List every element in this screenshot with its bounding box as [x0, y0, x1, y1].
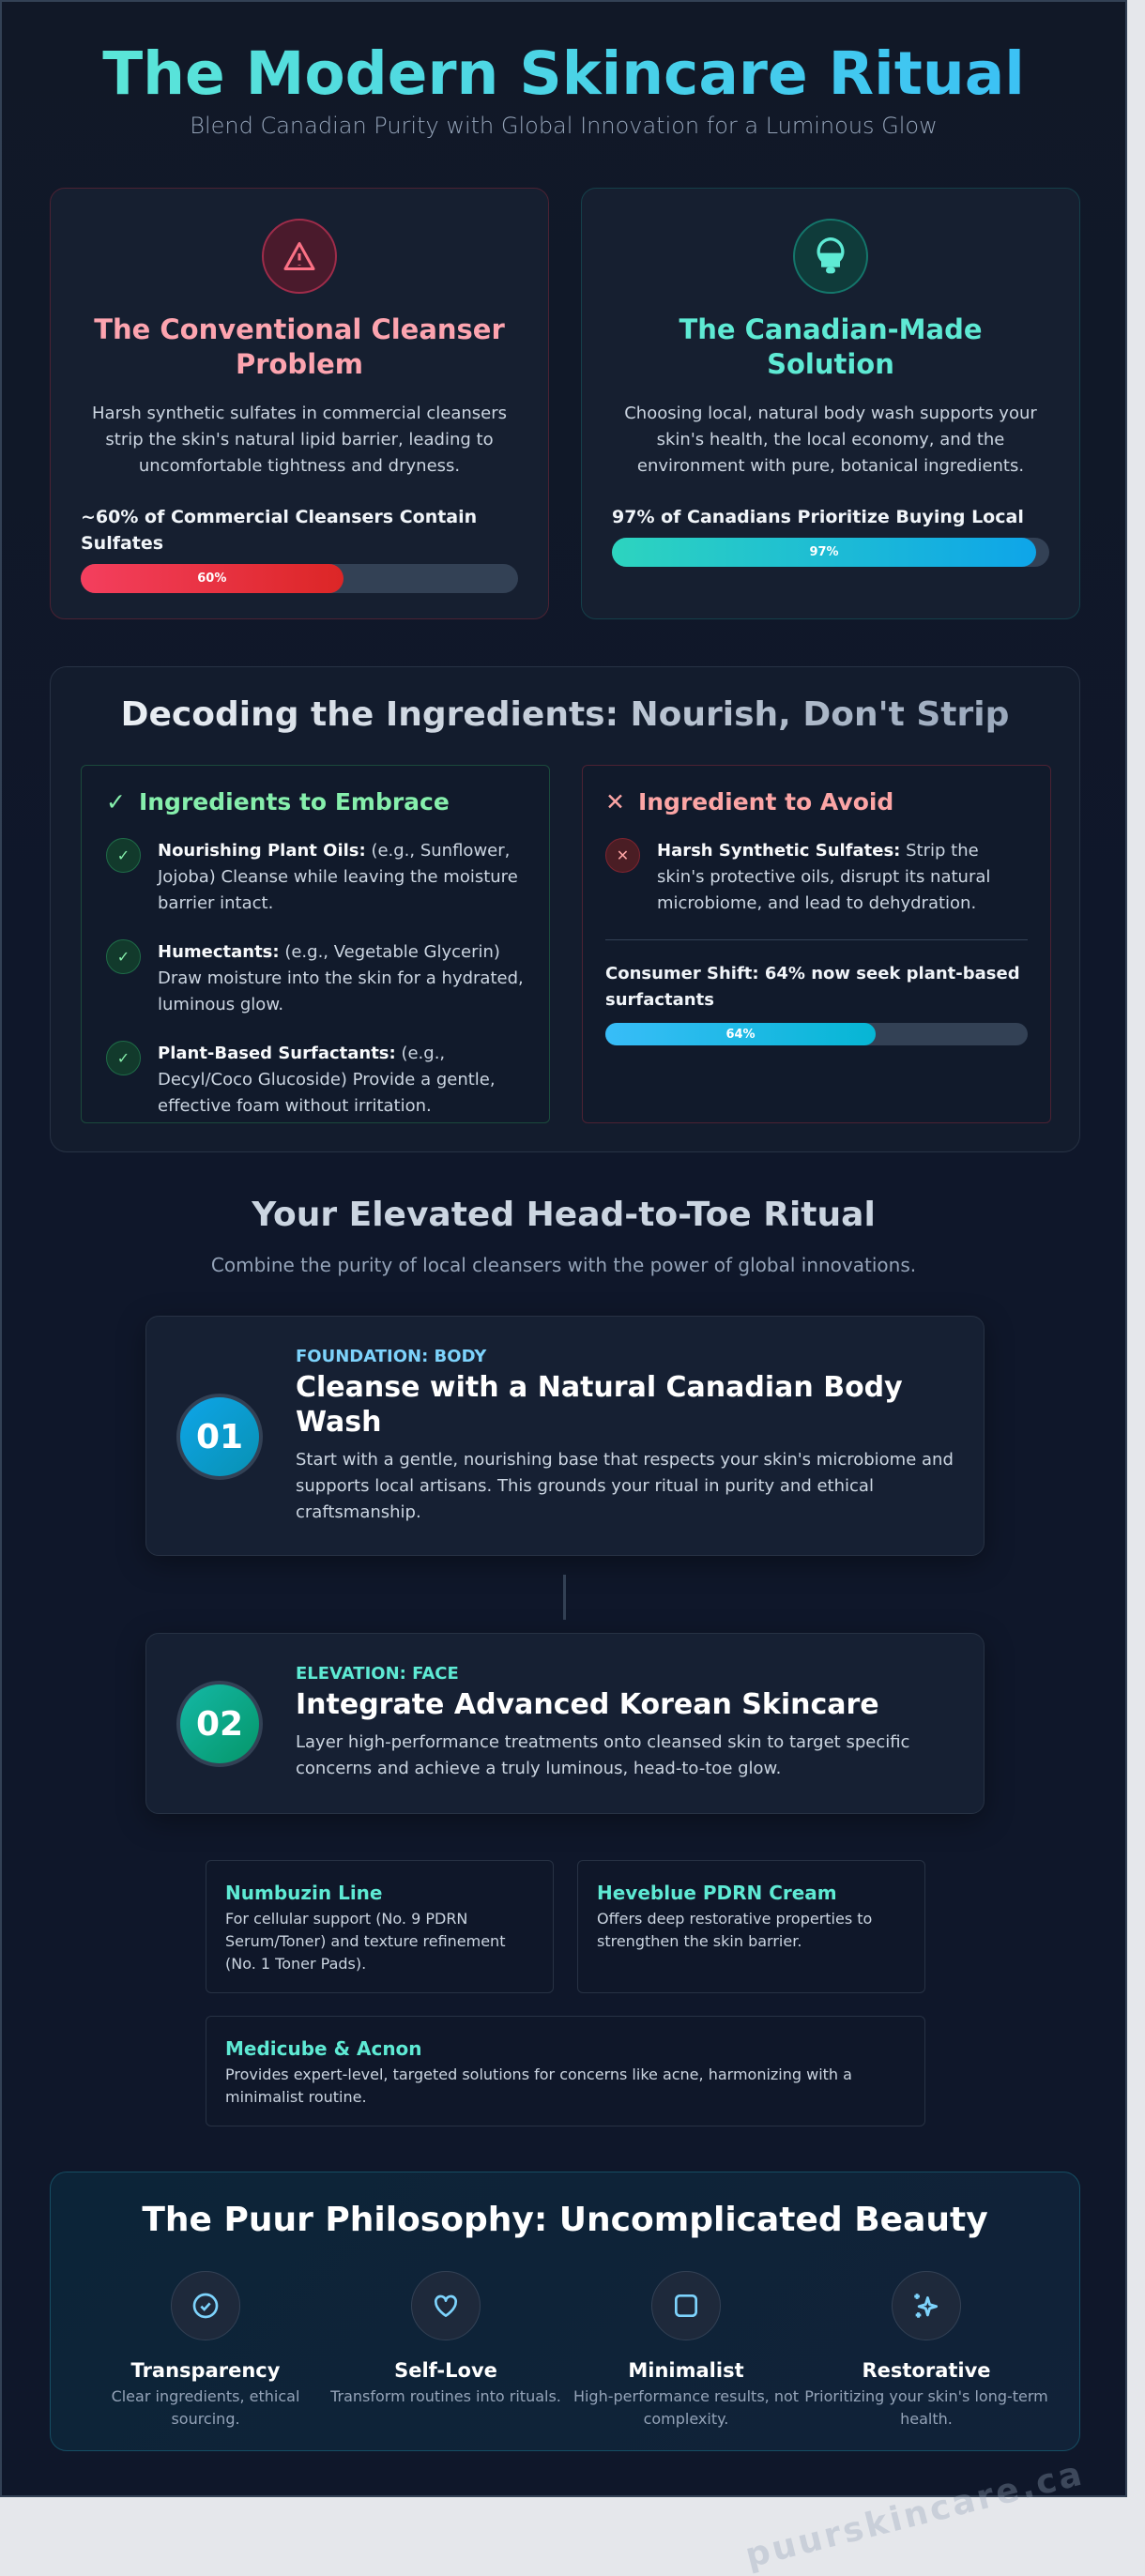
pillar-text: High-performance results, not complexity.	[572, 2387, 800, 2428]
progress-label: 97%	[612, 538, 1036, 567]
x-icon: ✕	[605, 788, 625, 815]
item-name: Plant-Based Surfactants:	[158, 1044, 396, 1063]
product-card	[206, 2016, 925, 2126]
pillar-text: Transform routines into rituals.	[330, 2387, 561, 2405]
consumer-shift-stat: Consumer Shift: 64% now seek plant-based surfactants	[605, 964, 1020, 1010]
check-icon: ✓	[106, 1041, 141, 1075]
list-item	[106, 939, 525, 1018]
pillar-name: Minimalist	[628, 2359, 744, 2382]
problem-card	[50, 188, 549, 619]
product-text: Offers deep restorative properties to strengthen the skin barrier.	[597, 1910, 873, 1950]
product-name: Heveblue PDRN Cream	[597, 1882, 837, 1904]
progress-label: 64%	[605, 1023, 876, 1045]
heart-icon	[411, 2271, 481, 2340]
sparkles-icon	[892, 2271, 961, 2340]
product-text: Provides expert-level, targeted solutions for concerns like acne, harmonizing with a minimalist routine.	[225, 2065, 852, 2106]
ritual-step-2	[145, 1633, 985, 1814]
product-card	[206, 1860, 554, 1993]
philosophy-title: The Puur Philosophy: Uncomplicated Beauty	[142, 2201, 988, 2239]
bulb-icon	[793, 219, 868, 294]
ritual-title: Your Elevated Head-to-Toe Ritual	[252, 1196, 876, 1234]
solution-stat: 97% of Canadians Prioritize Buying Local	[612, 507, 1024, 527]
solution-text: Choosing local, natural body wash supports your skin's health, the local economy, and the environment with pure, botanical ingredients.	[624, 404, 1037, 476]
problem-title: The Conventional Cleanser Problem	[94, 313, 505, 380]
item-name: Harsh Synthetic Sulfates:	[657, 841, 901, 861]
step-number: 02	[176, 1681, 263, 1767]
x-icon: ✕	[605, 838, 640, 873]
square-icon	[651, 2271, 721, 2340]
product-name: Medicube & Acnon	[225, 2037, 422, 2060]
step-text: Layer high-performance treatments onto cleansed skin to target specific concerns and achieve a truly luminous, head-to-toe glow.	[296, 1732, 910, 1778]
product-text: For cellular support (No. 9 PDRN Serum/Toner) and texture refinement (No. 1 Toner Pads).	[225, 1910, 506, 1973]
sulfate-progress-bar	[81, 564, 518, 593]
embrace-box	[81, 765, 550, 1123]
avoid-title: Ingredient to Avoid	[637, 788, 894, 815]
check-icon: ✓	[106, 838, 141, 873]
avoid-box	[582, 765, 1051, 1123]
problem-text: Harsh synthetic sulfates in commercial cleansers strip the skin's natural lipid barrier, leading to uncomfortable tightness and dryness.	[92, 404, 507, 476]
item-text: (e.g., Sunflower, Jojoba) Cleanse while leaving the moisture barrier intact.	[158, 841, 518, 913]
item-text: Strip the skin's protective oils, disrupt its natural microbiome, and lead to dehydration.	[657, 841, 991, 913]
ritual-subtitle: Combine the purity of local cleansers with the power of global innovations.	[210, 1254, 917, 1276]
philosophy-section	[50, 2172, 1080, 2451]
item-name: Humectants:	[158, 942, 280, 962]
pillar-name: Restorative	[862, 2359, 991, 2382]
product-card	[577, 1860, 925, 1993]
list-item	[106, 1041, 525, 1120]
pillar-restorative	[800, 2271, 1053, 2431]
pillar-text: Prioritizing your skin's long-term health.	[804, 2387, 1048, 2428]
problem-stat: ~60% of Commercial Cleansers Contain Sulfates	[81, 507, 478, 554]
step-eyebrow: FOUNDATION: BODY	[296, 1347, 487, 1366]
item-name: Nourishing Plant Oils:	[158, 841, 366, 861]
page-subtitle: Blend Canadian Purity with Global Innovation for a Luminous Glow	[190, 113, 938, 139]
product-name: Numbuzin Line	[225, 1882, 383, 1904]
pillar-transparency	[79, 2271, 332, 2431]
list-item	[106, 838, 525, 917]
embrace-title: Ingredients to Embrace	[138, 788, 450, 815]
step-eyebrow: ELEVATION: FACE	[296, 1664, 459, 1684]
ingredients-title: Decoding the Ingredients: Nourish, Don't Strip	[51, 695, 1079, 734]
step-number: 01	[176, 1394, 263, 1480]
pillar-name: Transparency	[130, 2359, 281, 2382]
list-item	[605, 838, 1028, 917]
step-title: Cleanse with a Natural Canadian Body Wash	[296, 1371, 903, 1439]
check-icon: ✓	[106, 788, 126, 815]
solution-title: The Canadian-Made Solution	[679, 313, 983, 380]
step-text: Start with a gentle, nourishing base that respects your skin's microbiome and supports local artisans. This grounds your ritual in purity and ethical craftsmanship.	[296, 1450, 954, 1522]
step-title: Integrate Advanced Korean Skincare	[296, 1688, 879, 1721]
pillar-name: Self-Love	[394, 2359, 497, 2382]
item-text: (e.g., Decyl/Coco Glucoside) Provide a gentle, effective foam without irritation.	[158, 1044, 496, 1116]
pillar-minimalist	[559, 2271, 813, 2431]
pillar-self-love	[319, 2271, 572, 2408]
plant-surfactant-progress-bar	[605, 1023, 1028, 1045]
solution-card	[581, 188, 1080, 619]
page-title: The Modern Skincare Ritual	[2, 39, 1125, 108]
item-text: (e.g., Vegetable Glycerin) Draw moisture into the skin for a hydrated, luminous glow.	[158, 942, 524, 1014]
pillar-text: Clear ingredients, ethical sourcing.	[111, 2387, 300, 2428]
check-circle-icon	[171, 2271, 240, 2340]
step-connector	[563, 1575, 566, 1620]
buy-local-progress-bar	[612, 538, 1049, 567]
warning-triangle-icon	[262, 219, 337, 294]
ingredients-section	[50, 666, 1080, 1152]
watermark: puurskincare.ca	[740, 2454, 1088, 2576]
ritual-step-1	[145, 1316, 985, 1556]
check-icon: ✓	[106, 939, 141, 974]
progress-label: 60%	[81, 564, 344, 593]
